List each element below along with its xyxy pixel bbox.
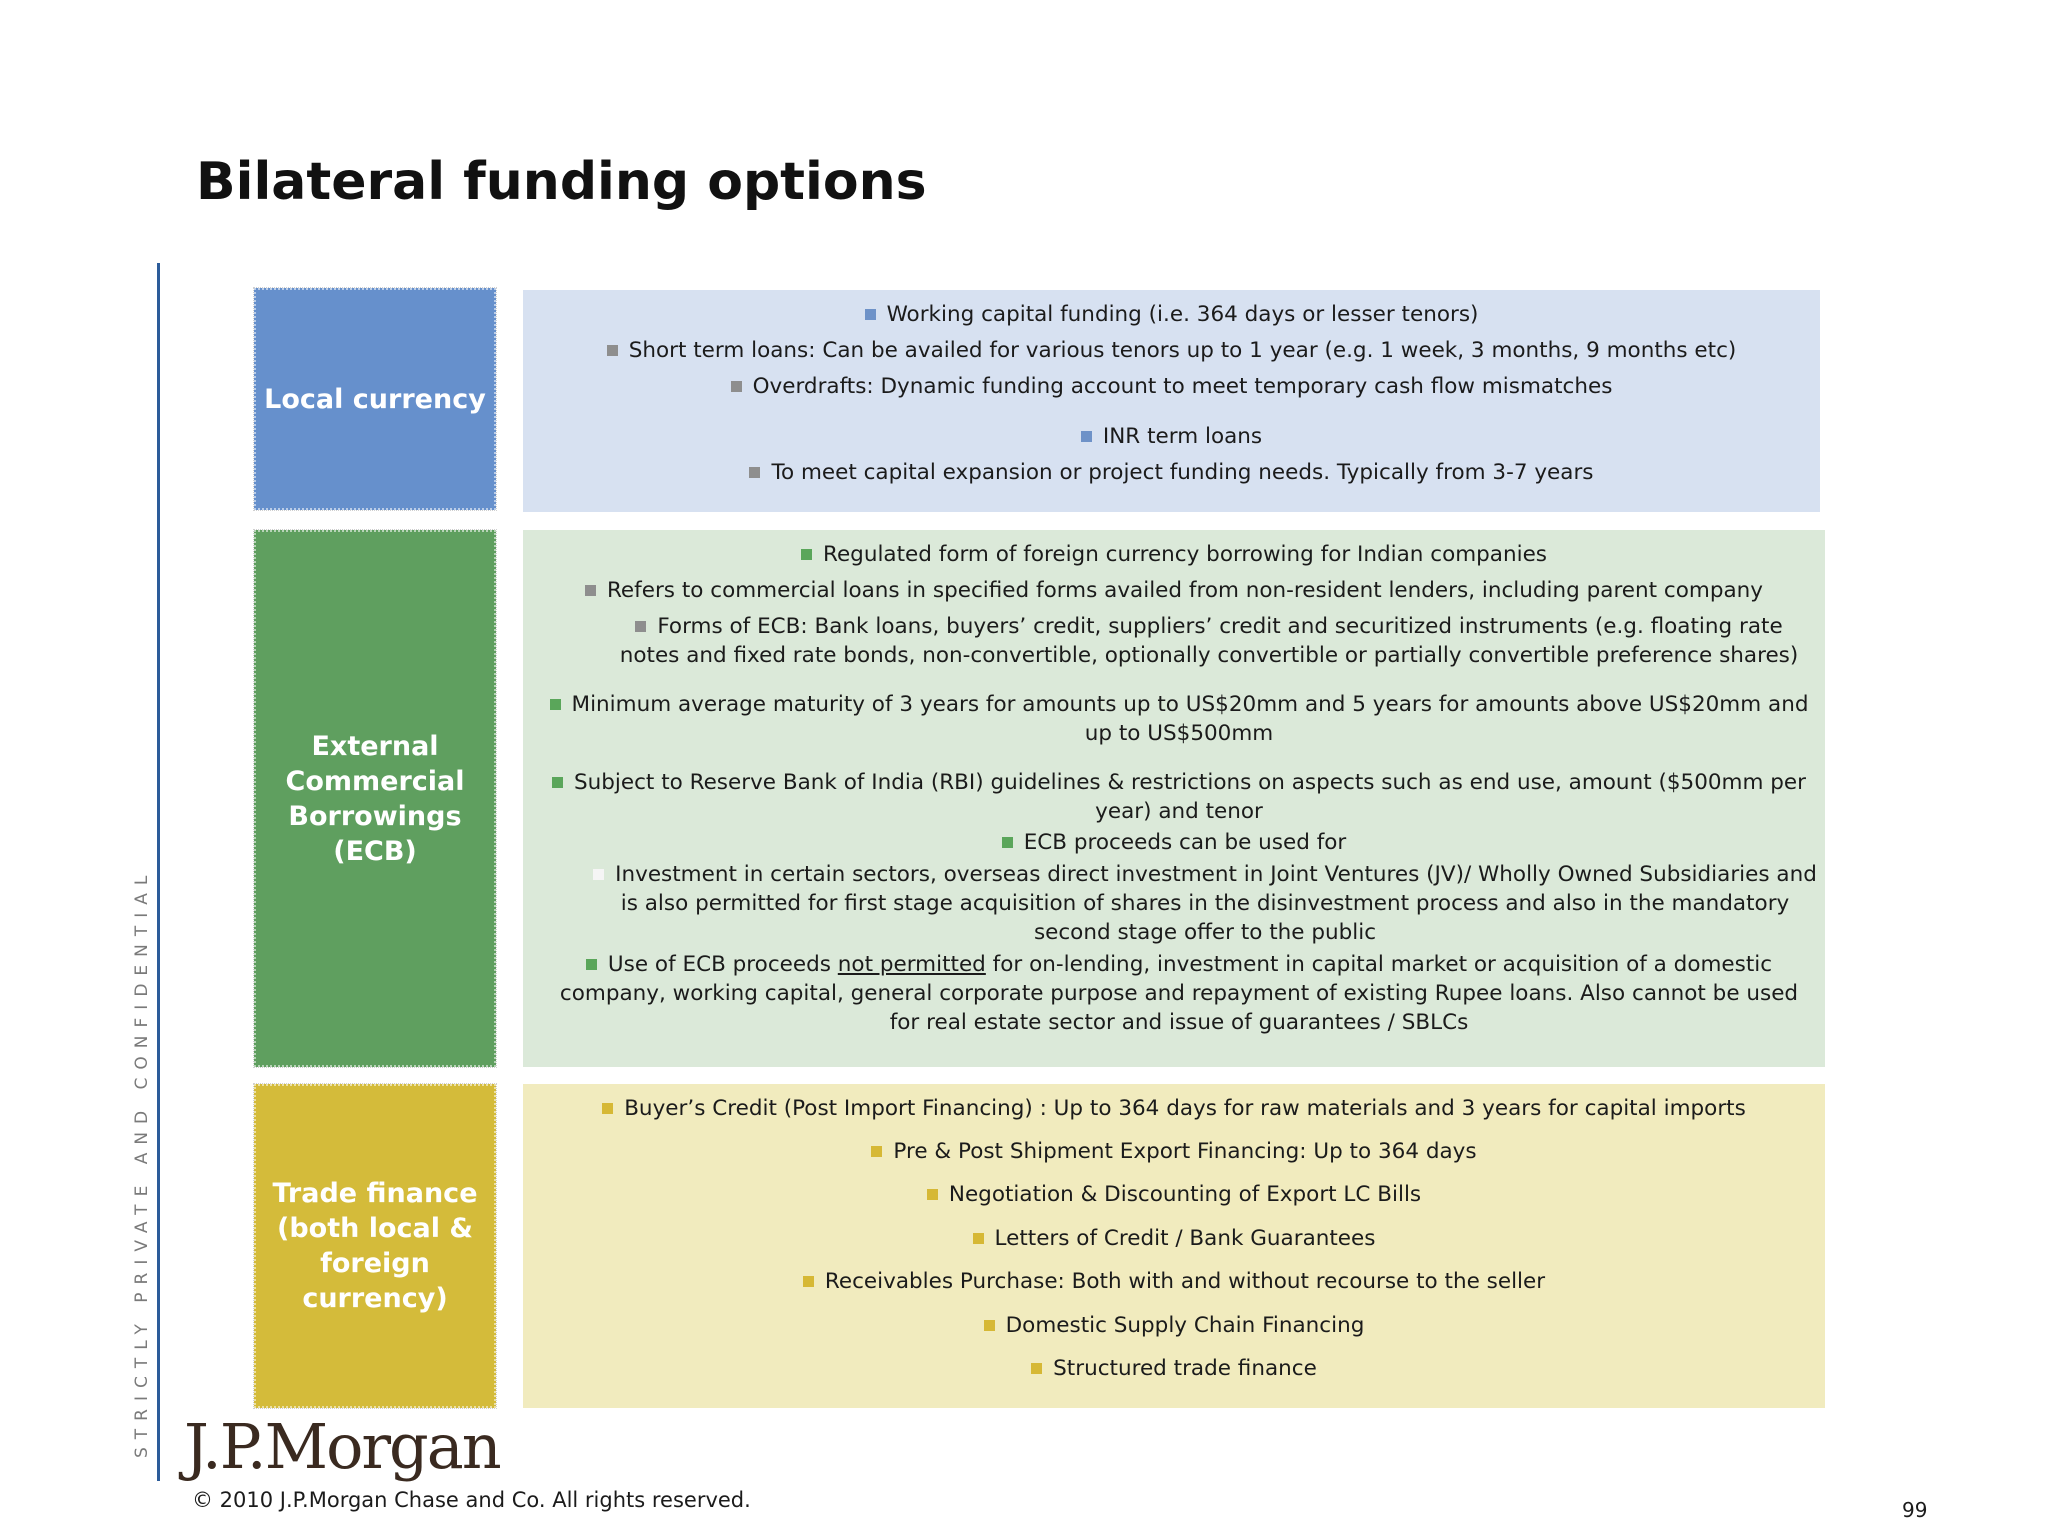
trade-bullet-1: Buyer’s Credit (Post Import Financing) : Up to 364 days for raw materials and 3 years for capital imports [523,1094,1825,1123]
label-ecb-text: External Commercial Borrowings (ECB) [285,730,465,867]
ecb-bullet-2: Refers to commercial loans in specified forms availed from non-resident lenders, including parent company [523,576,1825,605]
bullet-square-icon [801,549,812,560]
bullet-square-icon [1031,1363,1042,1374]
ecb-panel [523,530,1825,1067]
ecb-bullet-4: Minimum average maturity of 3 years for amounts up to US$20mm and 5 years for amounts above US$20mm and up to US$500mm [543,690,1815,748]
ecb-bullet-7: Investment in certain sectors, overseas direct investment in Joint Ventures (JV)/ Wholly Owned Subsidiaries and is also permitted for first stage acquisition of shares in the disinvestment process and also in the mandatory second stage offer to the public [585,860,1825,947]
bullet-square-icon [871,1146,882,1157]
label-ecb [254,530,496,1067]
ecb-bullet-5: Subject to Reserve Bank of India (RBI) guidelines & restrictions on aspects such as end use, amount ($500mm per year) and tenor [543,768,1815,826]
bullet-square-icon [973,1233,984,1244]
local-bullet-3: Overdrafts: Dynamic funding account to meet temporary cash flow mismatches [523,372,1820,401]
copyright-text: © 2010 J.P.Morgan Chase and Co. All rights reserved. [192,1488,751,1512]
local-bullet-4: INR term loans [523,422,1820,451]
bullet-square-icon [803,1276,814,1287]
page-title: Bilateral funding options [196,152,927,212]
label-local-currency-text: Local currency [264,383,486,415]
bullet-square-icon [593,869,604,880]
local-bullet-1: Working capital funding (i.e. 364 days or lesser tenors) [523,300,1820,329]
confidential-label: STRICTLY PRIVATE AND CONFIDENTIAL [132,867,152,1458]
trade-bullet-3: Negotiation & Discounting of Export LC Bills [523,1180,1825,1209]
trade-finance-panel [523,1084,1825,1408]
not-permitted-emphasis: not permitted [837,952,986,977]
page-number: 99 [1902,1498,1928,1522]
bullet-square-icon [550,699,561,710]
ecb-bullet-8: Use of ECB proceeds not permitted for on-lending, investment in capital market or acquisition of a domestic company, working capital, general corporate purpose and repayment of existing Rupee loans. Also cannot be used for real estate sector and issue of guarantees / SBLCs [559,952,1799,1035]
trade-bullet-6: Domestic Supply Chain Financing [523,1311,1825,1340]
bullet-square-icon [731,381,742,392]
ecb-bullet-3: Forms of ECB: Bank loans, buyers’ credit, suppliers’ credit and securitized instruments (e.g. floating rate notes and fixed rate bonds, non-convertible, optionally convertible or partially convertible preference shares) [619,614,1799,668]
bullet-square-icon [585,585,596,596]
local-bullet-2: Short term loans: Can be availed for various tenors up to 1 year (e.g. 1 week, 3 months, 9 months etc) [523,336,1820,365]
local-currency-panel [523,290,1820,512]
ecb-bullet-6: ECB proceeds can be used for [523,828,1825,857]
bullet-square-icon [749,467,760,478]
ecb-bullet-1: Regulated form of foreign currency borrowing for Indian companies [523,540,1825,569]
trade-bullet-2: Pre & Post Shipment Export Financing: Up to 364 days [523,1137,1825,1166]
bullet-square-icon [927,1189,938,1200]
label-trade-finance [254,1084,496,1408]
bullet-square-icon [602,1103,613,1114]
bullet-square-icon [1002,837,1013,848]
trade-bullet-7: Structured trade finance [523,1354,1825,1383]
bullet-square-icon [984,1320,995,1331]
bullet-square-icon [552,777,563,788]
vertical-rule [157,263,160,1481]
label-local-currency [254,288,496,510]
jpmorgan-logo: J.P.Morgan [184,1410,500,1483]
local-bullet-5: To meet capital expansion or project funding needs. Typically from 3-7 years [523,458,1820,487]
trade-bullet-5: Receivables Purchase: Both with and without recourse to the seller [523,1267,1825,1296]
bullet-square-icon [586,959,597,970]
bullet-square-icon [607,345,618,356]
bullet-square-icon [1081,431,1092,442]
label-trade-finance-text: Trade finance (both local & foreign currency) [272,1178,478,1314]
trade-bullet-4: Letters of Credit / Bank Guarantees [523,1224,1825,1253]
bullet-square-icon [635,621,646,632]
bullet-square-icon [865,309,876,320]
